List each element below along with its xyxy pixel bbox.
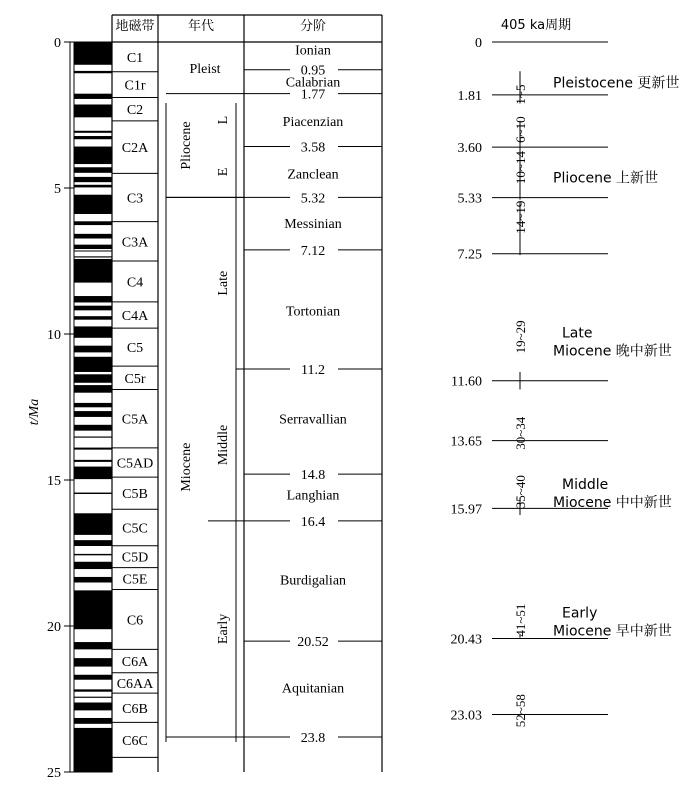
stage-boundary-label: 5.32 (300, 191, 326, 207)
axis-tick-label: 10 (47, 328, 61, 343)
normal-polarity-band (74, 411, 112, 417)
stage-boundary-label: 11.2 (301, 363, 325, 379)
axis-tick-label: 20 (47, 620, 61, 635)
epoch-name-label: Pleistocene 更新世 (553, 75, 680, 92)
normal-polarity-band (74, 689, 112, 691)
header-magnetic: 地磁带 (115, 19, 155, 34)
chron-label: C5D (121, 550, 149, 566)
polarity-column (74, 42, 112, 772)
chron-label: C1 (126, 50, 144, 66)
header-era: 年代 (187, 19, 215, 34)
normal-polarity-band (74, 234, 112, 239)
normal-polarity-band (74, 728, 112, 772)
normal-polarity-band (74, 245, 112, 249)
stage-label: Ionian (295, 43, 331, 59)
subepoch-label: L (216, 115, 231, 125)
cycle-range-label: 19~29 (513, 320, 528, 354)
normal-polarity-band (74, 259, 112, 283)
normal-polarity-band (74, 42, 112, 65)
stage-boundary-label: 7.12 (300, 243, 326, 259)
stage-label: Serravallian (279, 412, 347, 428)
normal-polarity-band (74, 590, 112, 629)
chron-label: C5E (122, 572, 148, 588)
cycle-column (451, 36, 680, 727)
stage-column (166, 43, 382, 746)
epoch-name-label: Miocene 中中新世 (553, 495, 672, 512)
stage-label: Calabrian (285, 75, 341, 91)
column-headers (115, 18, 571, 34)
normal-polarity-band (74, 436, 112, 437)
axis-tick-label: 0 (54, 36, 61, 51)
axis-tick-label: 15 (47, 474, 61, 489)
stage-boundary-label: 16.4 (300, 514, 326, 530)
cycle-range-label: 6~10 (513, 116, 528, 143)
cycle-range-label: 14~19 (513, 200, 528, 234)
epoch-column (166, 62, 244, 492)
stage-boundary-label: 20.52 (297, 635, 329, 651)
normal-polarity-band (74, 256, 112, 257)
epoch-name-label: Middle (562, 477, 609, 494)
epoch-label: Pliocene (179, 121, 194, 170)
normal-polarity-band (74, 136, 112, 139)
chron-label: C5B (122, 487, 148, 503)
cycle-range-label: 30~34 (513, 416, 528, 450)
axis-tick-label: 25 (47, 766, 61, 781)
normal-polarity-band (74, 374, 112, 382)
stage-label: Burdigalian (279, 573, 347, 589)
subepoch-label: Late (216, 270, 231, 296)
subepoch-label: E (216, 167, 231, 177)
normal-polarity-band (74, 316, 112, 320)
stage-label: Messinian (284, 217, 342, 233)
cycle-range-label: 41~51 (513, 603, 528, 637)
chron-label: C5AD (116, 456, 154, 472)
normal-polarity-band (74, 250, 112, 251)
chron-label: C5r (124, 371, 146, 387)
chron-column (112, 51, 158, 758)
normal-polarity-band (74, 577, 112, 583)
normal-polarity-band (74, 460, 112, 462)
cycle-range-label: 1~5 (513, 84, 528, 105)
stage-label: Aquitanian (281, 681, 345, 697)
normal-polarity-band (74, 642, 112, 649)
header-stage: 分阶 (299, 19, 327, 34)
cycle-range-label: 35~40 (513, 475, 528, 509)
normal-polarity-band (74, 346, 112, 353)
header-cycle: 405 ka周期 (500, 18, 572, 33)
cycle-boundary-label: 5.33 (457, 191, 482, 207)
normal-polarity-band (74, 131, 112, 133)
normal-polarity-band (74, 221, 112, 225)
normal-polarity-band (74, 448, 112, 450)
cycle-range-label: 52~58 (513, 694, 528, 728)
cycle-boundary-label: 13.65 (450, 434, 482, 450)
epoch-name-label: Miocene 早中新世 (553, 623, 672, 640)
normal-polarity-band (74, 104, 112, 117)
normal-polarity-band (74, 385, 112, 393)
chron-label: C3A (121, 235, 149, 251)
stage-boundary-label: 23.8 (300, 730, 326, 746)
normal-polarity-band (74, 326, 112, 337)
normal-polarity-band (74, 167, 112, 173)
stage-label: Langhian (286, 488, 340, 504)
chron-label: C6 (126, 613, 144, 629)
normal-polarity-band (74, 71, 112, 73)
normal-polarity-band (74, 513, 112, 535)
chron-label: C3 (126, 191, 144, 207)
normal-polarity-band (74, 467, 112, 480)
normal-polarity-band (74, 403, 112, 407)
axis-tick-label: 5 (54, 182, 61, 197)
stage-boundary-label: 1.77 (300, 87, 326, 103)
subepoch-column (216, 116, 231, 644)
time-axis (47, 36, 74, 781)
epoch-name-label: Late (562, 325, 593, 342)
cycle-boundary-label: 3.60 (457, 141, 482, 157)
stage-boundary-label: 3.58 (300, 140, 326, 156)
subepoch-label: Early (216, 613, 231, 645)
axis-label: t/Ma (27, 398, 42, 426)
chron-label: C2A (121, 141, 149, 157)
subepoch-label: Middle (216, 424, 231, 466)
normal-polarity-band (74, 697, 112, 698)
cycle-boundary-label: 20.43 (450, 632, 482, 648)
epoch-label: Pleist (189, 61, 221, 77)
chron-label: C5A (121, 412, 149, 428)
epoch-name-label: Pliocene 上新世 (553, 170, 659, 187)
epoch-label: Miocene (179, 442, 194, 492)
normal-polarity-band (74, 147, 112, 165)
normal-polarity-band (74, 493, 112, 494)
chron-label: C6B (122, 701, 148, 717)
chron-label: C1r (124, 78, 146, 94)
cycle-boundary-label: 11.60 (451, 374, 482, 390)
stage-boundary-label: 0.95 (300, 63, 326, 79)
cycle-boundary-label: 7.25 (457, 247, 482, 263)
epoch-name-label: Early (562, 605, 598, 622)
normal-polarity-band (74, 306, 112, 311)
cycle-boundary-label: 0 (475, 36, 482, 51)
normal-polarity-band (74, 94, 112, 99)
normal-polarity-band (74, 357, 112, 372)
chron-label: C4A (121, 309, 149, 325)
normal-polarity-band (74, 296, 112, 302)
chron-label: C6A (121, 655, 149, 671)
chron-label: C5C (122, 521, 148, 537)
stage-label: Piacenzian (282, 114, 344, 130)
normal-polarity-band (74, 562, 112, 569)
normal-polarity-band (74, 554, 112, 555)
normal-polarity-band (74, 675, 112, 680)
chron-label: C5 (126, 341, 144, 357)
normal-polarity-band (74, 185, 112, 188)
chron-label: C6AA (116, 676, 154, 692)
normal-polarity-band (74, 703, 112, 711)
cycle-boundary-label: 1.81 (457, 88, 482, 104)
cycle-range-label: 10~14 (513, 151, 528, 185)
normal-polarity-band (74, 540, 112, 546)
cycle-boundary-label: 15.97 (450, 502, 482, 518)
normal-polarity-band (74, 425, 112, 431)
stage-label: Zanclean (287, 167, 339, 183)
stage-boundary-label: 14.8 (300, 468, 326, 484)
normal-polarity-band (74, 195, 112, 214)
epoch-name-label: Miocene 晚中新世 (553, 343, 672, 360)
chron-label: C2 (126, 103, 144, 119)
cycle-boundary-label: 23.03 (450, 708, 482, 724)
chron-label: C6C (122, 733, 148, 749)
chron-label: C4 (126, 275, 144, 291)
stage-label: Tortonian (285, 304, 341, 320)
normal-polarity-band (74, 177, 112, 182)
normal-polarity-band (74, 718, 112, 724)
normal-polarity-band (74, 658, 112, 666)
